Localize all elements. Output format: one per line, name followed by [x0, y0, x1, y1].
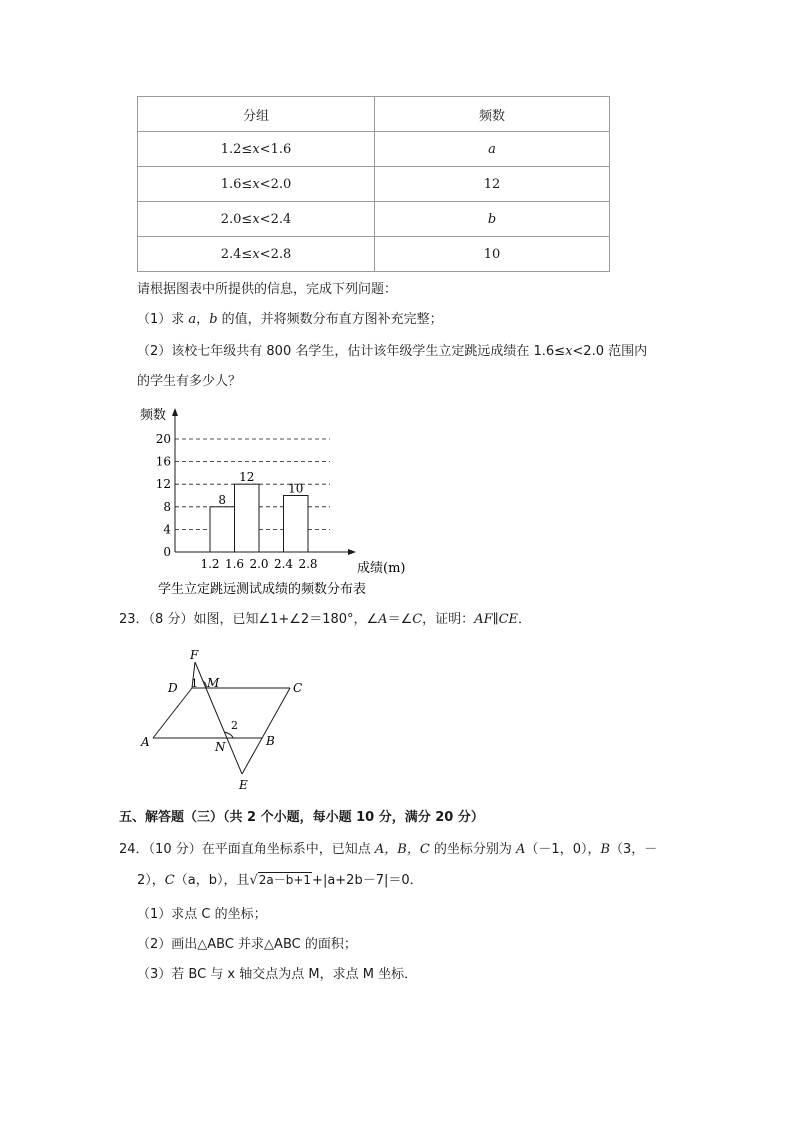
sqrt-sign: √ [249, 873, 258, 888]
x-tick-label: 1.6 [224, 557, 245, 571]
bar [210, 507, 235, 552]
q24-part1: （1）求点 C 的坐标； [137, 907, 267, 922]
y-axis-title: 频数 [140, 408, 167, 423]
table-cell-frequency: 10 [375, 237, 610, 272]
frequency-table [137, 96, 610, 272]
label-M: M [207, 676, 220, 690]
q24-part2: （2）画出△ABC 并求△ABC 的面积； [137, 937, 357, 952]
table-row [138, 132, 610, 167]
label-N: N [215, 740, 226, 754]
bar-label: 8 [218, 492, 227, 507]
q22-intro: 请根据图表中所提供的信息，完成下列问题： [137, 282, 398, 297]
x-axis-title: 成绩(m) [357, 561, 406, 576]
label-A: A [141, 735, 150, 749]
q22-part1: （1）求 a，b 的值，并将频数分布直方图补充完整； [137, 312, 443, 327]
label-E: E [239, 778, 248, 792]
x-tick-label: 2.0 [249, 557, 269, 571]
y-tick-label: 12 [155, 477, 171, 492]
x-tick-label: 2.4 [273, 557, 294, 571]
table-header-row [138, 97, 610, 132]
sqrt-radicand: 2a－b+1 [258, 873, 312, 887]
y-tick-label: 20 [155, 432, 171, 446]
table-cell-group: 2.0≤x<2.4 [138, 202, 375, 237]
y-tick-label: 4 [163, 522, 171, 537]
table-row [138, 167, 610, 202]
label-D: D [168, 681, 178, 695]
bar [235, 484, 260, 552]
histogram-chart [130, 400, 430, 605]
x-tick-label: 2.8 [298, 557, 318, 571]
table-cell-group: 2.4≤x<2.8 [138, 237, 375, 272]
bar-label: 10 [288, 481, 304, 496]
table-row [138, 202, 610, 237]
geometry-figure [135, 640, 320, 795]
y-axis-arrow [172, 408, 178, 416]
label-angle-1: 1 [191, 677, 198, 690]
chart-axes [172, 408, 356, 555]
table-header-group: 分组 [138, 97, 375, 132]
segment-CE [242, 688, 290, 774]
y-tick-label: 16 [155, 454, 171, 469]
q24-part3: （3）若 BC 与 x 轴交点为点 M，求点 M 坐标． [137, 967, 418, 982]
table-cell-frequency: a [375, 132, 610, 167]
table-row [138, 237, 610, 272]
label-F: F [190, 648, 199, 662]
q24-line2: 2），C（a，b），且√2a－b+1+|a+2b－7|＝0． [137, 873, 423, 888]
y-tick-label: 8 [163, 499, 171, 514]
bar [284, 496, 309, 553]
q24-line1: 24．（10 分）在平面直角坐标系中，已知点 A，B，C 的坐标分别为 A（－1，0），B（3，－ [119, 842, 658, 857]
table-cell-group: 1.6≤x<2.0 [138, 167, 375, 202]
q23-statement: 23．（8 分）如图，已知∠1+∠2＝180°，∠A＝∠C，证明：AF∥CE． [119, 612, 532, 627]
chart-caption: 学生立定跳远测试成绩的频数分布表 [158, 582, 367, 597]
q22-part2: （2）该校七年级共有 800 名学生，估计该年级学生立定跳远成绩在 1.6≤x<2.0 范围内 [137, 344, 648, 359]
section-5-heading: 五、解答题（三）（共 2 个小题，每小题 10 分，满分 20 分） [119, 810, 484, 825]
bar-label: 12 [239, 470, 255, 485]
label-angle-2: 2 [231, 719, 238, 732]
q22-part2-cont: 的学生有多少人？ [137, 374, 242, 389]
label-B: B [266, 734, 275, 748]
y-tick-labels [156, 432, 172, 559]
label-C: C [293, 681, 303, 695]
y-tick-label: 0 [163, 545, 171, 559]
segment-AD [153, 688, 192, 738]
table-header-frequency: 频数 [375, 97, 610, 132]
x-tick-label: 1.2 [200, 557, 220, 571]
x-axis-arrow [348, 549, 356, 555]
table-cell-group: 1.2≤x<1.6 [138, 132, 375, 167]
table-cell-frequency: b [375, 202, 610, 237]
table-cell-frequency: 12 [375, 167, 610, 202]
x-tick-labels [200, 557, 317, 571]
